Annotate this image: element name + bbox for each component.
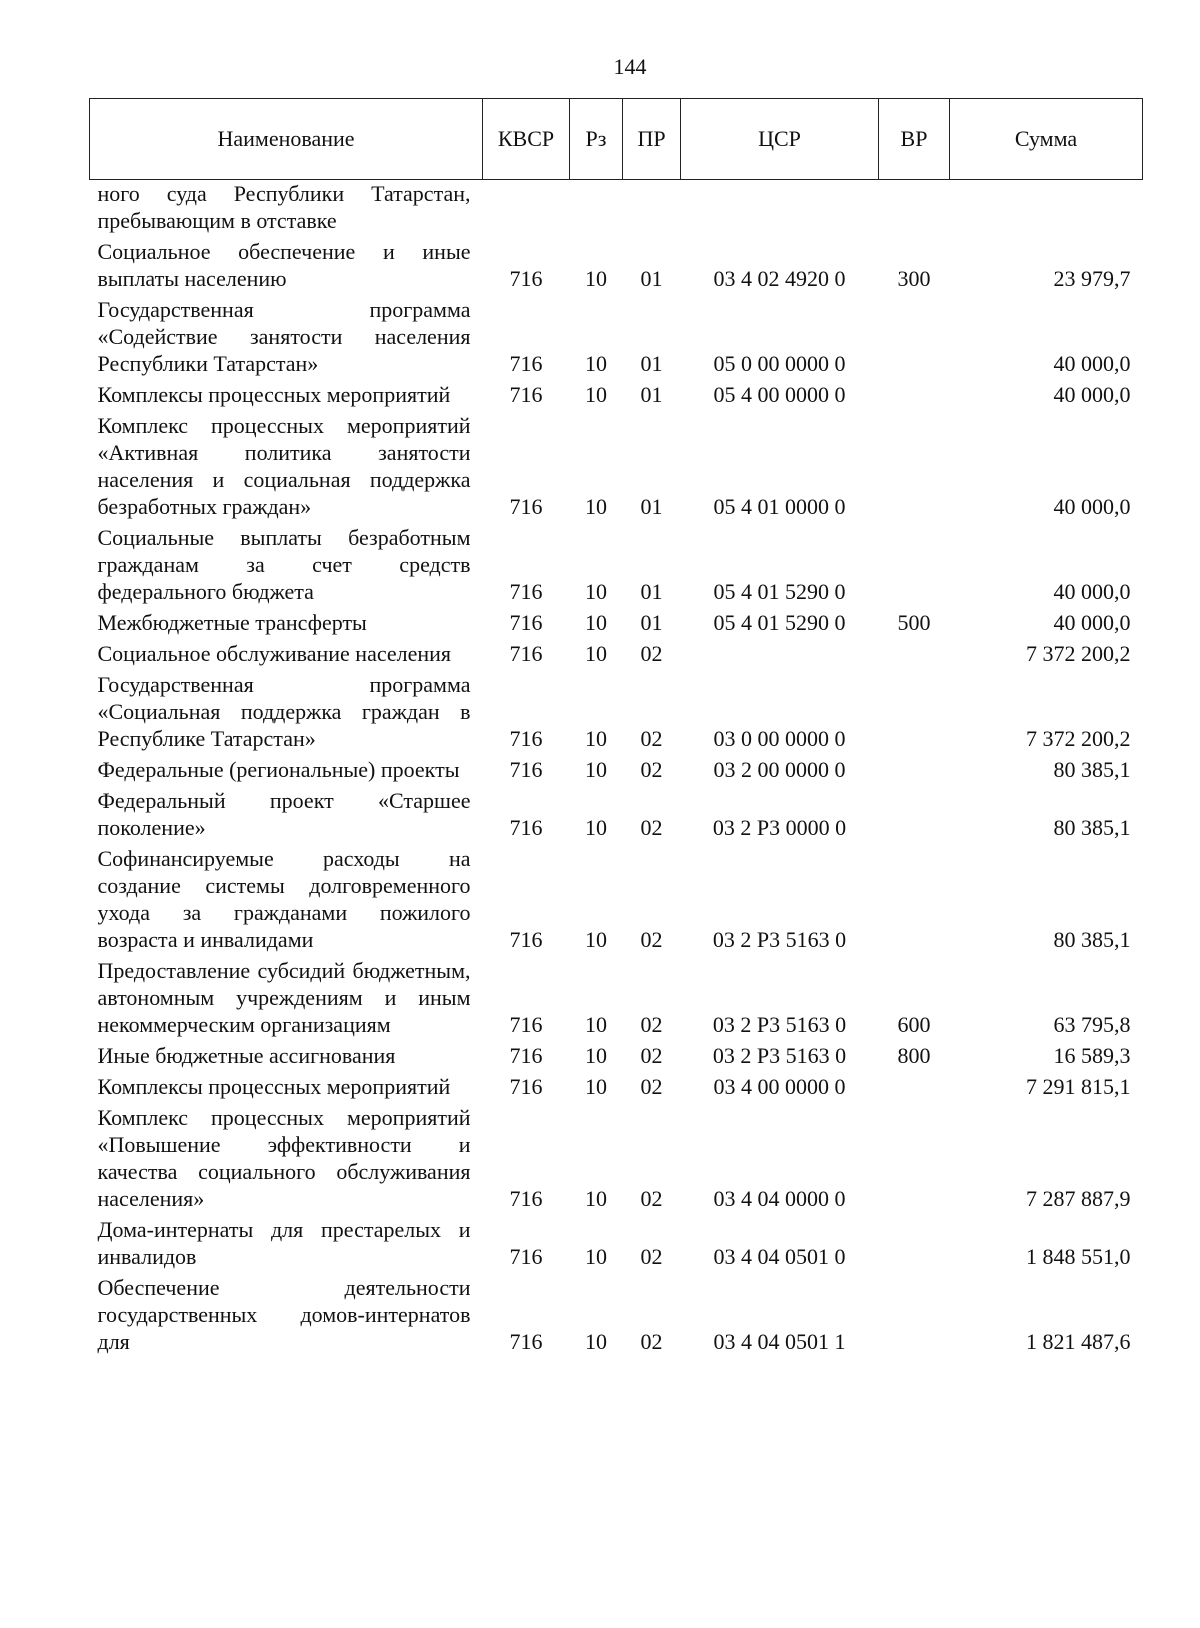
- table-row: [90, 410, 1143, 522]
- cell-kvsr: 716: [509, 1074, 543, 1099]
- cell-rz: 10: [585, 351, 607, 376]
- cell-pr: 02: [640, 1043, 663, 1068]
- cell-vr: 800: [897, 1043, 931, 1068]
- cell-csr: [681, 180, 879, 237]
- cell-csr: 03 4 04 0501 1: [713, 1329, 846, 1354]
- table-row: [90, 236, 1143, 294]
- cell-rz: 10: [585, 1012, 607, 1037]
- cell-sum: 7 291 815,1: [1026, 1074, 1131, 1099]
- cell-name: Социальные выплаты безработным гражданам за счет средств федерального бюджета: [97, 525, 471, 604]
- cell-rz: 10: [585, 815, 607, 840]
- table-row: [90, 1272, 1143, 1357]
- table-row: [90, 785, 1143, 843]
- budget-table: [89, 98, 1143, 1357]
- cell-pr: 02: [640, 927, 663, 952]
- cell-kvsr: 716: [509, 1186, 543, 1211]
- cell-name: Предоставление субсидий бюджетным, автономным учреждениям и иным некоммерческим организациям: [97, 958, 471, 1037]
- cell-sum: 7 372 200,2: [1026, 641, 1131, 666]
- cell-rz: 10: [585, 757, 607, 782]
- cell-vr: [879, 1071, 950, 1102]
- cell-kvsr: 716: [509, 757, 543, 782]
- table-row: [90, 843, 1143, 955]
- cell-csr: 03 2 P3 5163 0: [712, 927, 847, 952]
- cell-sum: 40 000,0: [1053, 382, 1131, 407]
- cell-vr: [879, 410, 950, 522]
- cell-kvsr: 716: [509, 266, 543, 291]
- table-row: [90, 1071, 1143, 1102]
- cell-pr: 02: [640, 1074, 663, 1099]
- cell-vr: [879, 379, 950, 410]
- cell-vr: [879, 638, 950, 669]
- header-name: Наименование: [90, 99, 483, 180]
- cell-csr: 03 2 P3 5163 0: [712, 1012, 847, 1037]
- cell-sum: [950, 180, 1143, 237]
- header-vr: ВР: [879, 99, 950, 180]
- cell-kvsr: 716: [509, 641, 543, 666]
- cell-kvsr: 716: [509, 351, 543, 376]
- header-sum: Сумма: [950, 99, 1143, 180]
- cell-kvsr: 716: [509, 382, 543, 407]
- cell-pr: [623, 180, 681, 237]
- header-csr: ЦСР: [681, 99, 879, 180]
- cell-name: Комплекс процессных мероприятий «Повышение эффективности и качества социального обслуживания населения»: [97, 1105, 471, 1211]
- table-row: [90, 754, 1143, 785]
- cell-sum: 40 000,0: [1053, 494, 1131, 519]
- cell-csr: 03 2 00 0000 0: [713, 757, 846, 782]
- cell-pr: 02: [640, 641, 663, 666]
- cell-name: Комплексы процессных мероприятий: [97, 1074, 451, 1099]
- cell-pr: 01: [640, 610, 663, 635]
- cell-sum: 40 000,0: [1053, 610, 1131, 635]
- cell-rz: 10: [585, 726, 607, 751]
- cell-name: Комплексы процессных мероприятий: [97, 382, 451, 407]
- cell-name: Софинансируемые расходы на создание системы долговременного ухода за гражданами пожилого возраста и инвалидами: [97, 846, 471, 952]
- cell-name: Иные бюджетные ассигнования: [97, 1043, 396, 1068]
- cell-kvsr: 716: [509, 1043, 543, 1068]
- page-number: 144: [613, 54, 647, 79]
- table-row: [90, 522, 1143, 607]
- cell-vr: [879, 1102, 950, 1214]
- table-row: [90, 1040, 1143, 1071]
- cell-vr: [879, 294, 950, 379]
- table-row: [90, 379, 1143, 410]
- cell-kvsr: 716: [509, 610, 543, 635]
- table-row: [90, 1214, 1143, 1272]
- cell-pr: 02: [640, 1329, 663, 1354]
- table-row: [90, 294, 1143, 379]
- cell-csr: 05 4 01 0000 0: [713, 494, 846, 519]
- cell-sum: 80 385,1: [1053, 815, 1131, 840]
- cell-sum: 1 821 487,6: [1026, 1329, 1131, 1354]
- cell-name: Социальное обслуживание населения: [97, 641, 452, 666]
- cell-name: Федеральные (региональные) проекты: [97, 757, 460, 782]
- cell-rz: 10: [585, 579, 607, 604]
- cell-name: Государственная программа «Социальная поддержка граждан в Республике Татарстан»: [97, 672, 471, 751]
- cell-sum: 80 385,1: [1053, 757, 1131, 782]
- cell-name: Комплекс процессных мероприятий «Активная политика занятости населения и социальная поддержка безработных граждан»: [97, 413, 471, 519]
- cell-vr: 300: [897, 266, 931, 291]
- cell-sum: 40 000,0: [1053, 579, 1131, 604]
- header-row: [90, 99, 1143, 180]
- cell-vr: 600: [897, 1012, 931, 1037]
- cell-rz: 10: [585, 382, 607, 407]
- table-row: [90, 669, 1143, 754]
- cell-kvsr: 716: [509, 815, 543, 840]
- cell-rz: 10: [585, 610, 607, 635]
- cell-rz: 10: [585, 1074, 607, 1099]
- cell-kvsr: 716: [509, 1012, 543, 1037]
- cell-pr: 01: [640, 494, 663, 519]
- cell-csr: 03 0 00 0000 0: [713, 726, 846, 751]
- cell-pr: 01: [640, 351, 663, 376]
- header-pr: ПР: [623, 99, 681, 180]
- cell-csr: 05 0 00 0000 0: [713, 351, 846, 376]
- cell-rz: 10: [585, 927, 607, 952]
- cell-pr: 02: [640, 726, 663, 751]
- cell-sum: 1 848 551,0: [1026, 1244, 1131, 1269]
- cell-pr: 02: [640, 757, 663, 782]
- cell-rz: 10: [585, 1186, 607, 1211]
- cell-vr: [879, 180, 950, 237]
- table-header: [90, 99, 1143, 180]
- table-row: [90, 1102, 1143, 1214]
- cell-vr: [879, 843, 950, 955]
- cell-rz: 10: [585, 1043, 607, 1068]
- table-row: [90, 607, 1143, 638]
- cell-sum: 80 385,1: [1053, 927, 1131, 952]
- cell-name: ного суда Республики Татарстан, пребывающим в отставке: [97, 181, 471, 233]
- table-row: [90, 180, 1143, 237]
- cell-name: Обеспечение деятельности государственных домов-интернатов для: [97, 1275, 471, 1354]
- cell-pr: 02: [640, 1186, 663, 1211]
- cell-name: Дома-интернаты для престарелых и инвалидов: [97, 1217, 471, 1269]
- cell-csr: 03 4 04 0501 0: [713, 1244, 846, 1269]
- cell-name: Межбюджетные трансферты: [97, 610, 367, 635]
- cell-pr: 02: [640, 815, 663, 840]
- cell-name: Федеральный проект «Старшее поколение»: [97, 788, 471, 840]
- cell-kvsr: 716: [509, 494, 543, 519]
- cell-kvsr: 716: [509, 1329, 543, 1354]
- cell-rz: 10: [585, 1329, 607, 1354]
- cell-rz: 10: [585, 494, 607, 519]
- cell-vr: 500: [897, 610, 931, 635]
- table-body: [90, 180, 1143, 1358]
- cell-rz: 10: [585, 641, 607, 666]
- cell-rz: 10: [585, 266, 607, 291]
- cell-sum: 7 372 200,2: [1026, 726, 1131, 751]
- cell-kvsr: 716: [509, 1244, 543, 1269]
- cell-pr: 02: [640, 1012, 663, 1037]
- cell-kvsr: [483, 180, 570, 237]
- cell-pr: 01: [640, 266, 663, 291]
- cell-vr: [879, 754, 950, 785]
- cell-csr: 05 4 01 5290 0: [713, 579, 846, 604]
- cell-csr: 05 4 00 0000 0: [713, 382, 846, 407]
- cell-vr: [879, 1272, 950, 1357]
- cell-csr: 03 2 P3 5163 0: [712, 1043, 847, 1068]
- cell-pr: 02: [640, 1244, 663, 1269]
- cell-csr: [681, 638, 879, 669]
- cell-pr: 01: [640, 382, 663, 407]
- cell-kvsr: 716: [509, 927, 543, 952]
- cell-csr: 03 4 02 4920 0: [713, 266, 846, 291]
- cell-sum: 23 979,7: [1053, 266, 1131, 291]
- cell-sum: 16 589,3: [1053, 1043, 1131, 1068]
- header-rz: Рз: [570, 99, 623, 180]
- cell-vr: [879, 669, 950, 754]
- cell-rz: [570, 180, 623, 237]
- cell-name: Государственная программа «Содействие занятости населения Республики Татарстан»: [97, 297, 471, 376]
- header-kvsr: КВСР: [483, 99, 570, 180]
- cell-vr: [879, 522, 950, 607]
- cell-csr: 03 4 04 0000 0: [713, 1186, 846, 1211]
- cell-sum: 40 000,0: [1053, 351, 1131, 376]
- table-row: [90, 955, 1143, 1040]
- cell-csr: 03 4 00 0000 0: [713, 1074, 846, 1099]
- cell-name: Социальное обеспечение и иные выплаты населению: [97, 239, 471, 291]
- cell-sum: 63 795,8: [1053, 1012, 1131, 1037]
- cell-kvsr: 716: [509, 726, 543, 751]
- cell-pr: 01: [640, 579, 663, 604]
- cell-rz: 10: [585, 1244, 607, 1269]
- cell-csr: 05 4 01 5290 0: [713, 610, 846, 635]
- cell-vr: [879, 785, 950, 843]
- cell-vr: [879, 1214, 950, 1272]
- table-row: [90, 638, 1143, 669]
- cell-csr: 03 2 P3 0000 0: [712, 815, 847, 840]
- cell-kvsr: 716: [509, 579, 543, 604]
- cell-sum: 7 287 887,9: [1026, 1186, 1131, 1211]
